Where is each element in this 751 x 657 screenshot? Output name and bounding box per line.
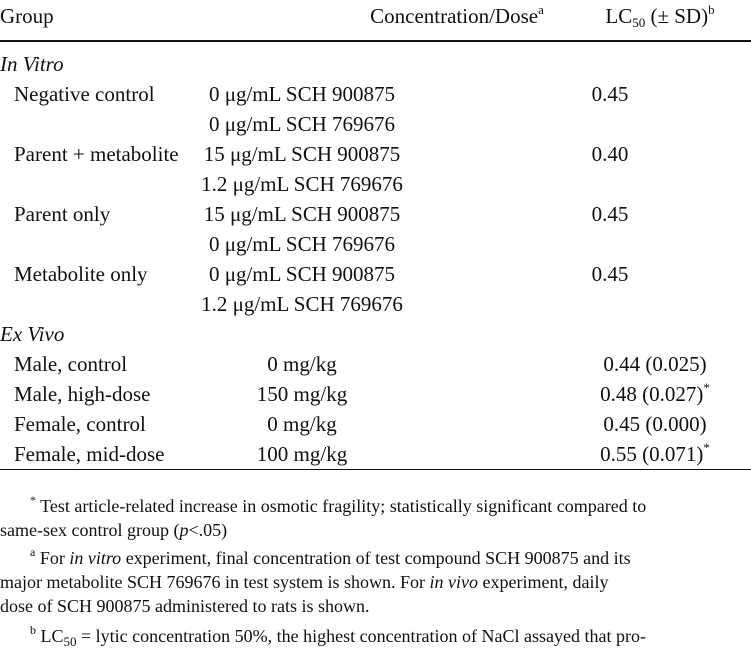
row-group: Female, control [14, 412, 146, 436]
significance-marker: * [703, 380, 710, 395]
row-lc50 [525, 442, 751, 469]
row-lc50-value: 0.48 (0.027) [600, 382, 704, 406]
row-conc-1: 15 μg/mL SCH 900875 [203, 202, 401, 226]
footnote-a-line3: dose of SCH 900875 administered to rats is shown. [0, 596, 370, 616]
row-group: Male, high-dose [14, 382, 151, 406]
row-lc50-value: 0.55 (0.071) [600, 442, 704, 466]
header-lc-prefix: LC [605, 4, 633, 28]
footnote-star-text-2b: p [179, 520, 189, 540]
row-lc50: 0.45 [591, 202, 629, 226]
section-in-vitro: In Vitro [0, 52, 64, 76]
footnote-star-mark: * [30, 493, 36, 507]
row-conc: 0 mg/kg [267, 412, 337, 436]
footnote-a-line2 [0, 570, 751, 594]
row-lc50: 0.40 [591, 142, 629, 166]
footnote-b-sub: 50 [63, 634, 77, 649]
row-group: Metabolite only [14, 262, 148, 286]
footnote-a-mark: a [30, 545, 36, 559]
row-conc-1: 0 μg/mL SCH 900875 [208, 82, 396, 106]
row-lc50: 0.45 [591, 82, 629, 106]
footnote-b-text-1a: LC [36, 626, 64, 646]
row-group: Negative control [14, 82, 155, 106]
row-group: Parent + metabolite [14, 142, 179, 166]
table-bottom-rule [0, 469, 751, 470]
row-conc-2: 1.2 μg/mL SCH 769676 [201, 172, 403, 196]
header-lc-suffix: (± SD) [645, 4, 709, 28]
footnote-a [30, 546, 751, 572]
row-conc: 100 mg/kg [256, 442, 348, 466]
footnote-star-text: Test article-related increase in osmotic fragility; statistically significant compared to [36, 496, 647, 516]
row-group: Male, control [14, 352, 128, 376]
header-lc-sub: 50 [632, 15, 646, 30]
row-lc50: 0.45 [591, 262, 629, 286]
row-group: Parent only [14, 202, 111, 226]
footnote-b [30, 624, 751, 650]
row-group: Female, mid-dose [14, 442, 165, 466]
footnote-b-mark: b [30, 623, 36, 637]
footnote-star-text-2c: <.05) [188, 520, 228, 540]
significance-marker: * [703, 440, 710, 455]
header-rule [0, 40, 751, 42]
row-conc: 150 mg/kg [256, 382, 348, 406]
footnote-marker-b: b [708, 2, 715, 17]
footnote-marker-a: a [538, 2, 544, 17]
footnote-a-text-2c: experiment, daily [477, 572, 609, 592]
header-group: Group [0, 4, 54, 28]
footnote-a-text-1a: For [35, 548, 70, 568]
row-lc50 [525, 352, 751, 379]
footnote-a-text-1b: in vitro [69, 548, 122, 568]
row-conc-2: 1.2 μg/mL SCH 769676 [201, 292, 403, 316]
footnote-a-text-2a: major metabolite SCH 769676 in test system is shown. For [0, 572, 430, 592]
row-conc-1: 15 μg/mL SCH 900875 [203, 142, 401, 166]
section-ex-vivo: Ex Vivo [0, 322, 65, 346]
header-lc50 [530, 4, 751, 31]
row-conc: 0 mg/kg [267, 352, 337, 376]
row-lc50-value: 0.45 (0.000) [603, 412, 707, 436]
footnote-a-text-1c: experiment, final concentration of test compound SCH 900875 and its [121, 548, 631, 568]
footnote-a-text-2b: in vivo [429, 572, 478, 592]
footnote-b-text-1b: = lytic concentration 50%, the highest concentration of NaCl assayed that pro- [76, 626, 646, 646]
row-conc-2: 0 μg/mL SCH 769676 [208, 112, 396, 136]
footnote-star [30, 494, 751, 520]
row-lc50 [525, 412, 751, 439]
footnote-star-cont [0, 518, 751, 542]
row-conc-1: 0 μg/mL SCH 900875 [208, 262, 396, 286]
header-concentration-label: Concentration/Dose [370, 4, 539, 28]
footnote-star-text-2a: same-sex control group ( [0, 520, 180, 540]
row-lc50-value: 0.44 (0.025) [603, 352, 707, 376]
row-lc50 [525, 382, 751, 409]
row-conc-2: 0 μg/mL SCH 769676 [208, 232, 396, 256]
